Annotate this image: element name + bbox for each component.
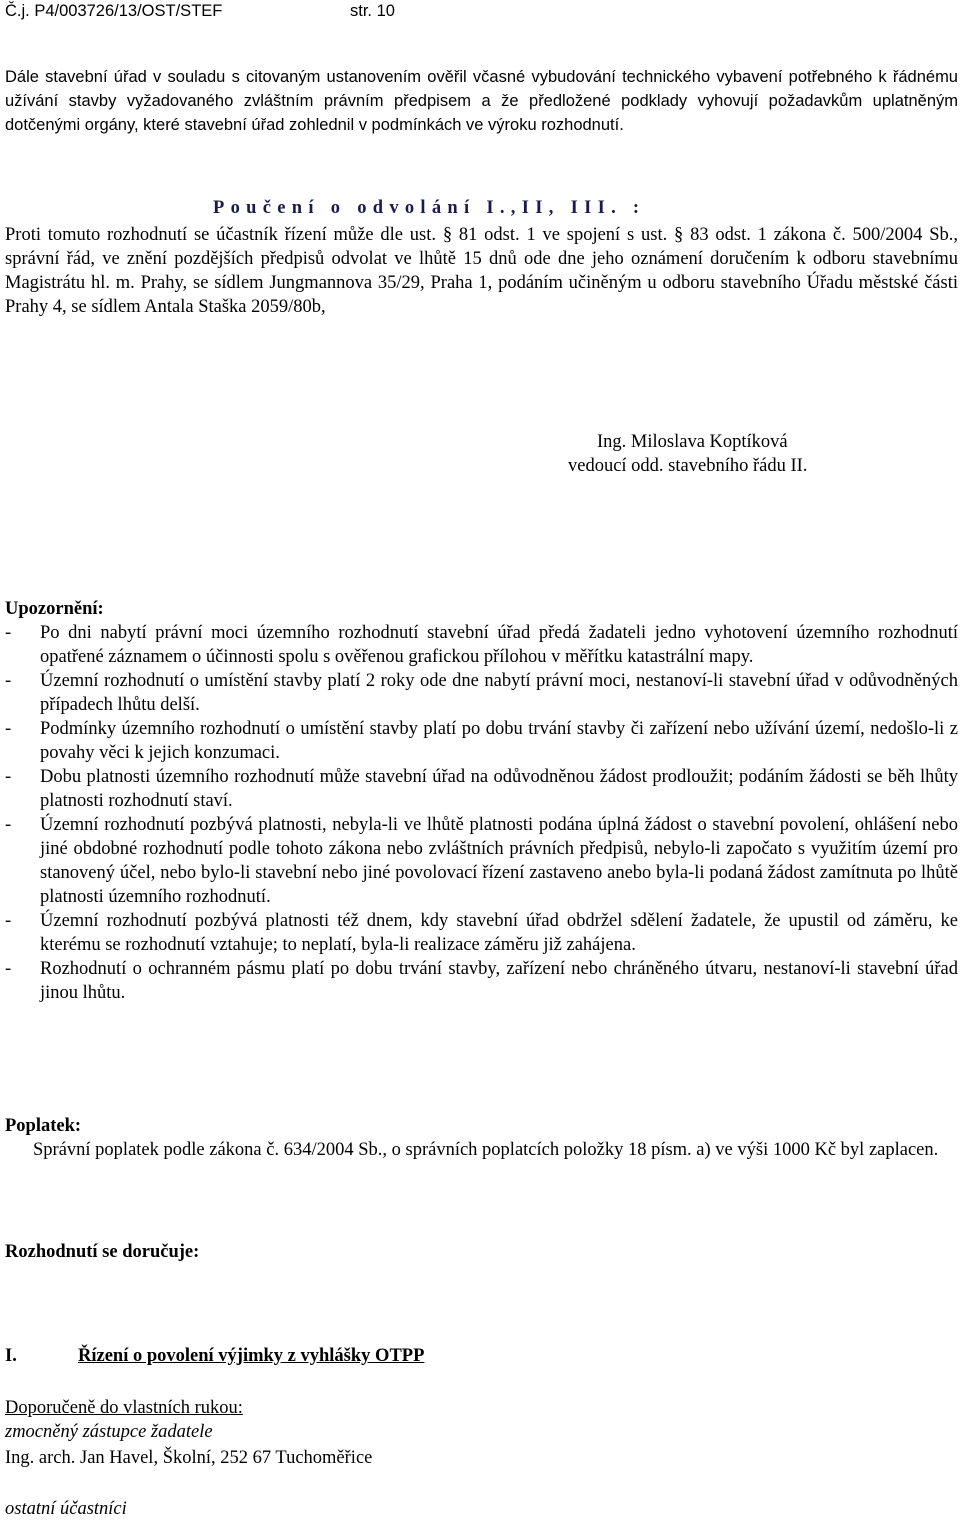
recommended-delivery-label: Doporučeně do vlastních rukou: <box>5 1398 243 1418</box>
other-participants-label: ostatní účastníci <box>5 1499 127 1519</box>
appeal-paragraph: Proti tomuto rozhodnutí se účastník řízení může dle ust. § 81 odst. 1 ve spojení s ust. § 83 odst. 1 zákona č. 500/2004 Sb., správní řád, ve znění pozdějších předpisů odvolat ve lhůtě 15 dnů ode dne jeho oznámení doručením k odboru stavebnímu Magistrátu hl. m. Prahy, se sídlem Jungmannova 35/29, Praha 1, podáním učiněným u odboru stavebního Úřadu městské části Prahy 4, se sídlem Antala Staška 2059/80b, <box>5 225 958 317</box>
warning-item-text: Podmínky územního rozhodnutí o umístění stavby platí po dobu trvání stavby či zařízení nebo užívání území, nedošlo-li z povahy věci k jejich konzumaci. <box>40 719 958 763</box>
warning-item: - Rozhodnutí o ochranném pásmu platí po dobu trvání stavby, zařízení nebo chráněného útvaru, nestanoví-li stavební úřad jinou lhůtu. <box>5 959 958 1003</box>
warning-item-text: Územní rozhodnutí o umístění stavby platí 2 roky ode dne nabytí právní moci, nestanoví-li stavební úřad v odůvodněných případech lhůtu delší. <box>40 671 958 715</box>
warning-item: - Dobu platnosti územního rozhodnutí může stavební úřad na odůvodněnou žádost prodloužit; podáním žádosti se běh lhůty platnosti rozhodnutí staví. <box>5 767 958 811</box>
intro-paragraph: Dále stavební úřad v souladu s citovaným ustanovením ověřil včasné vybudování technického vybavení potřebného k řádnému užívání stavby vyžadovaného zvláštním právním předpisem a že předložené podklady vyhovují požadavkům uplatněným dotčenými orgány, které stavební úřad zohlednil v podmínkách ve výroku rozhodnutí. <box>5 68 958 134</box>
fee-text: Správní poplatek podle zákona č. 634/2004 Sb., o správních poplatcích položky 18 písm. a) ve výši 1000 Kč byl zaplacen. <box>33 1140 939 1160</box>
signatory-role: vedoucí odd. stavebního řádu II. <box>568 456 808 476</box>
warning-item-text: Územní rozhodnutí pozbývá platnosti, nebyla-li ve lhůtě platnosti podána úplná žádost o stavební povolení, ohlášení nebo jiné obdobné rozhodnutí podle tohoto zákona nebo zvláštních právních předpisů, nebylo-li započato s využitím území pro stanovený účel, nebo bylo-li stavební nebo jiné povolovací řízení zastaveno anebo byla-li podaná žádost zamítnuta po lhůtě platnosti územního rozhodnutí. <box>40 815 958 907</box>
agent-label: zmocněný zástupce žadatele <box>5 1422 213 1442</box>
warning-item: - Po dni nabytí právní moci územního rozhodnutí stavební úřad předá žadateli jedno vyhotovení územního rozhodnutí opatřené záznamem o účinnosti spolu s ověřenou grafickou přílohou v měřítku katastrální mapy. <box>5 623 958 667</box>
delivery-title: Rozhodnutí se doručuje: <box>5 1242 200 1262</box>
reference-number: Č.j. P4/003726/13/OST/STEF <box>5 2 223 20</box>
agent-address: Ing. arch. Jan Havel, Školní, 252 67 Tuchoměřice <box>5 1448 373 1468</box>
warning-item-text: Územní rozhodnutí pozbývá platnosti též dnem, kdy stavební úřad obdržel sdělení žadatele, že upustil od záměru, ke kterému se rozhodnutí vztahuje; to neplatí, byla-li realizace záměru již zahájena. <box>40 911 958 955</box>
warning-item: - Územní rozhodnutí pozbývá platnosti též dnem, kdy stavební úřad obdržel sdělení žadatele, že upustil od záměru, ke kterému se rozhodnutí vztahuje; to neplatí, byla-li realizace záměru již zahájena. <box>5 911 958 955</box>
warning-list <box>5 621 958 1005</box>
warning-item: - Podmínky územního rozhodnutí o umístění stavby platí po dobu trvání stavby či zařízení nebo užívání území, nedošlo-li z povahy věci k jejich konzumaci. <box>5 719 958 763</box>
section-number: I. <box>5 1346 17 1366</box>
signatory-name: Ing. Miloslava Koptíková <box>597 432 788 452</box>
page-number: str. 10 <box>350 2 395 20</box>
warning-item-text: Rozhodnutí o ochranném pásmu platí po dobu trvání stavby, zařízení nebo chráněného útvaru, nestanoví-li stavební úřad jinou lhůtu. <box>40 959 958 1003</box>
signature-block <box>568 430 807 478</box>
warning-item: - Územní rozhodnutí pozbývá platnosti, nebyla-li ve lhůtě platnosti podána úplná žádost o stavební povolení, ohlášení nebo jiné obdobné rozhodnutí podle tohoto zákona nebo zvláštních právních předpisů, nebylo-li započato s využitím území pro stanovený účel, nebo bylo-li stavební nebo jiné povolovací řízení zastaveno anebo byla-li podaná žádost zamítnuta po lhůtě platnosti územního rozhodnutí. <box>5 815 958 907</box>
warning-item-text: Po dni nabytí právní moci územního rozhodnutí stavební úřad předá žadateli jedno vyhotovení územního rozhodnutí opatřené záznamem o účinnosti spolu s ověřenou grafickou přílohou v měřítku katastrální mapy. <box>40 623 958 667</box>
warning-item: - Územní rozhodnutí o umístění stavby platí 2 roky ode dne nabytí právní moci, nestanoví-li stavební úřad v odůvodněných případech lhůtu delší. <box>5 671 958 715</box>
fee-title: Poplatek: <box>5 1116 82 1136</box>
appeal-heading: Poučení o odvolání I.,II, III. : <box>213 198 646 218</box>
warning-title: Upozornění: <box>5 599 104 619</box>
section-title: Řízení o povolení výjimky z vyhlášky OTPP <box>78 1346 425 1366</box>
warning-item-text: Dobu platnosti územního rozhodnutí může stavební úřad na odůvodněnou žádost prodloužit; podáním žádosti se běh lhůty platnosti rozhodnutí staví. <box>40 767 958 811</box>
